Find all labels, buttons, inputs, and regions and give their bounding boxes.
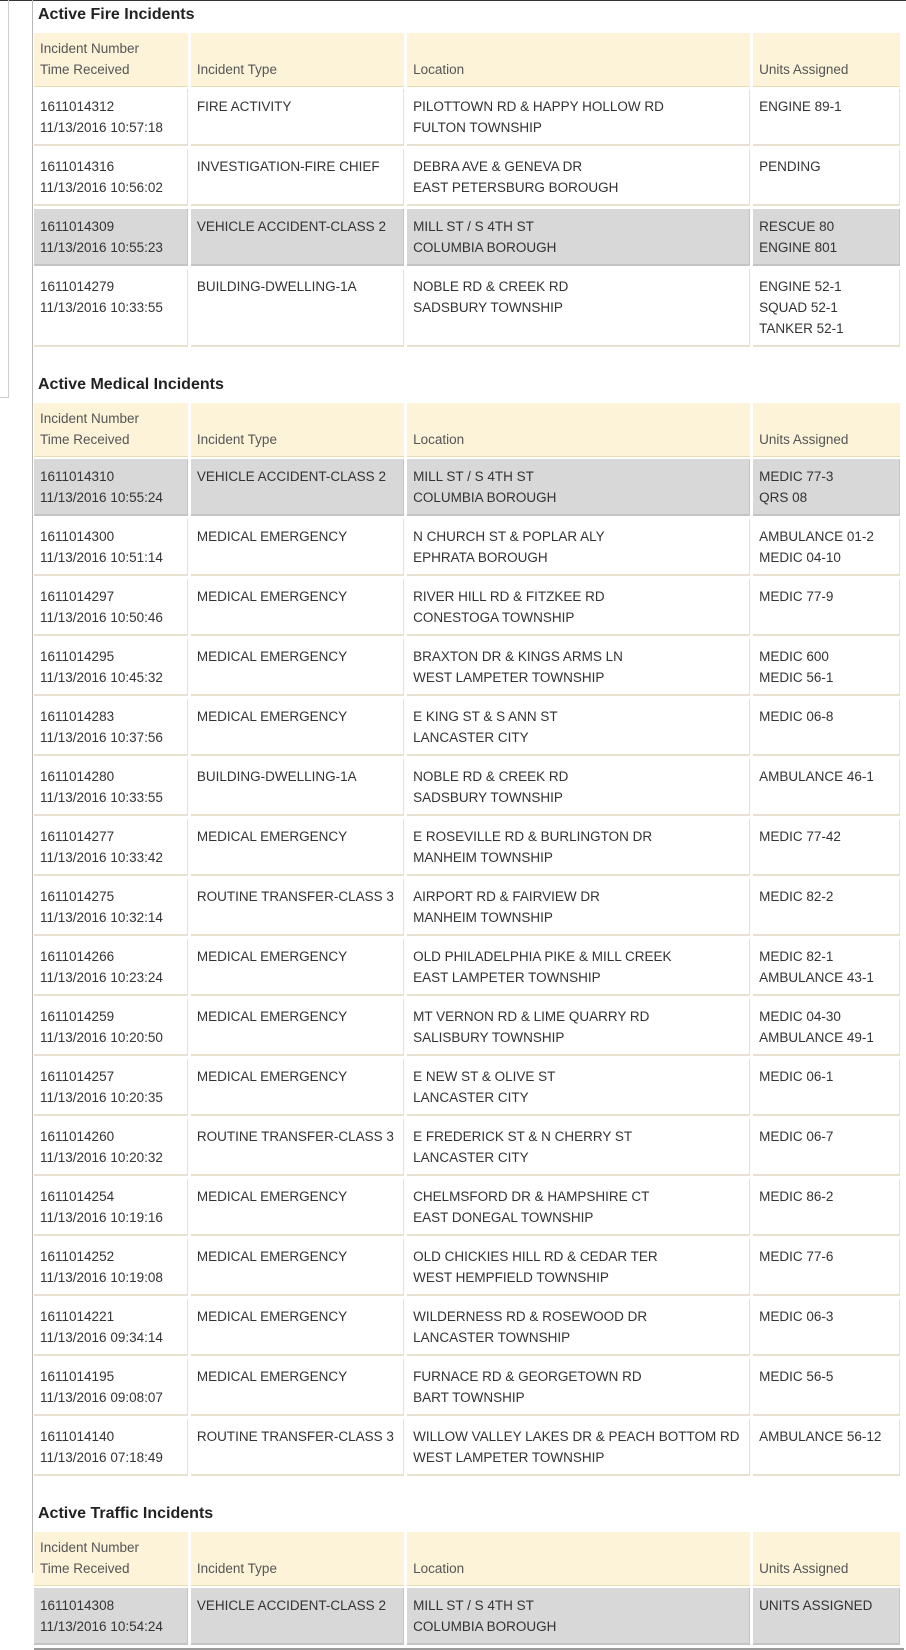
header-row: [34, 33, 900, 86]
unit-assigned: AMBULANCE 46-1: [759, 769, 874, 784]
cell-location: [407, 1119, 750, 1176]
incident-type: BUILDING-DWELLING-1A: [196, 769, 357, 784]
location-street: E NEW ST & OLIVE ST: [413, 1069, 556, 1084]
incident-row[interactable]: [34, 819, 900, 876]
incident-row[interactable]: [34, 1419, 900, 1476]
header-time-received: Time Received: [40, 432, 130, 447]
cell-location: [407, 149, 750, 206]
location-street: FURNACE RD & GEORGETOWN RD: [413, 1369, 642, 1384]
incident-type: ROUTINE TRANSFER-CLASS 3: [196, 1429, 394, 1444]
unit-assigned: AMBULANCE 43-1: [759, 970, 874, 985]
header-incident-number: Incident Number: [40, 41, 140, 56]
unit-assigned: PENDING: [759, 159, 821, 174]
header-location: Location: [413, 432, 465, 447]
cell-incident-type: [191, 1059, 404, 1116]
incident-number: 1611014195: [40, 1369, 115, 1384]
unit-assigned: ENGINE 801: [759, 240, 838, 255]
cell-incident-number: [34, 1059, 188, 1116]
location-municipality: WEST HEMPFIELD TOWNSHIP: [413, 1270, 609, 1285]
incident-row[interactable]: [34, 879, 900, 936]
cell-units-assigned: [753, 269, 900, 347]
time-received: 11/13/2016 10:19:16: [40, 1210, 163, 1225]
incidents-content: [34, 0, 906, 1650]
location-municipality: WEST LAMPETER TOWNSHIP: [413, 670, 605, 685]
header-time-received: Time Received: [40, 1561, 130, 1576]
header-location: Location: [413, 62, 465, 77]
incident-number: 1611014297: [40, 589, 115, 604]
unit-assigned: QRS 08: [759, 490, 808, 505]
cell-incident-type: [191, 1588, 404, 1645]
incident-row[interactable]: [34, 1299, 900, 1356]
cell-location: [407, 819, 750, 876]
time-received: 11/13/2016 10:33:42: [40, 850, 163, 865]
cell-location: [407, 519, 750, 576]
cell-units-assigned: [753, 639, 900, 696]
section-title: Active Traffic Incidents: [38, 1505, 214, 1522]
cell-incident-number: [34, 1239, 188, 1296]
time-received: 11/13/2016 10:32:14: [40, 910, 163, 925]
incident-number: 1611014308: [40, 1598, 115, 1613]
unit-assigned: SQUAD 52-1: [759, 300, 838, 315]
unit-assigned: MEDIC 600: [759, 649, 829, 664]
location-street: WILLOW VALLEY LAKES DR & PEACH BOTTOM RD: [413, 1429, 740, 1444]
medical-incidents-table: [31, 400, 903, 1479]
incident-number: 1611014316: [40, 159, 115, 174]
cell-incident-number: [34, 1588, 188, 1645]
time-received: 11/13/2016 10:20:50: [40, 1030, 163, 1045]
incident-number: 1611014295: [40, 649, 115, 664]
incident-number: 1611014252: [40, 1249, 115, 1264]
incident-type: MEDICAL EMERGENCY: [196, 1309, 348, 1324]
incident-row[interactable]: [34, 1059, 900, 1116]
location-municipality: SALISBURY TOWNSHIP: [413, 1030, 565, 1045]
cell-incident-type: [191, 1179, 404, 1236]
cell-incident-number: [34, 939, 188, 996]
sidebar-edge-cap: [0, 397, 9, 398]
location-street: PILOTTOWN RD & HAPPY HOLLOW RD: [413, 99, 664, 114]
unit-assigned: MEDIC 77-3: [759, 469, 834, 484]
cell-units-assigned: [753, 999, 900, 1056]
cell-incident-number: [34, 519, 188, 576]
incident-type: FIRE ACTIVITY: [196, 99, 292, 114]
cell-incident-number: [34, 149, 188, 206]
header-units-assigned: Units Assigned: [759, 1561, 849, 1576]
unit-assigned: TANKER 52-1: [759, 321, 844, 336]
incident-number: 1611014312: [40, 99, 115, 114]
traffic-incidents-table: [31, 1529, 903, 1648]
unit-assigned: ENGINE 52-1: [759, 279, 842, 294]
time-received: 11/13/2016 10:37:56: [40, 730, 163, 745]
incident-type: VEHICLE ACCIDENT-CLASS 2: [196, 219, 386, 234]
cell-units-assigned: [753, 1588, 900, 1645]
location-municipality: MANHEIM TOWNSHIP: [413, 910, 553, 925]
cell-incident-type: [191, 1119, 404, 1176]
header-incident-type: Incident Type: [196, 62, 277, 77]
incident-number: 1611014283: [40, 709, 115, 724]
incident-number: 1611014257: [40, 1069, 115, 1084]
col-header-units-assigned: [753, 33, 900, 86]
header-incident-type: Incident Type: [196, 1561, 277, 1576]
col-header-location: [407, 1532, 750, 1585]
cell-incident-type: [191, 879, 404, 936]
unit-assigned: MEDIC 04-10: [759, 550, 841, 565]
cell-location: [407, 999, 750, 1056]
unit-assigned: RESCUE 80: [759, 219, 835, 234]
location-municipality: EPHRATA BOROUGH: [413, 550, 548, 565]
incident-number: 1611014279: [40, 279, 115, 294]
cell-incident-type: [191, 459, 404, 516]
header-incident-number: Incident Number: [40, 1540, 140, 1555]
incident-number: 1611014280: [40, 769, 115, 784]
unit-assigned: MEDIC 56-1: [759, 670, 834, 685]
unit-assigned: MEDIC 82-1: [759, 949, 834, 964]
incident-number: 1611014275: [40, 889, 115, 904]
incident-number: 1611014309: [40, 219, 115, 234]
location-municipality: LANCASTER CITY: [413, 1150, 529, 1165]
cell-incident-number: [34, 699, 188, 756]
incident-row[interactable]: [34, 759, 900, 816]
cell-incident-type: [191, 149, 404, 206]
unit-assigned: MEDIC 06-3: [759, 1309, 834, 1324]
section-spacer: [34, 350, 906, 370]
unit-assigned: MEDIC 04-30: [759, 1009, 841, 1024]
cell-incident-type: [191, 999, 404, 1056]
location-street: BRAXTON DR & KINGS ARMS LN: [413, 649, 623, 664]
incident-row[interactable]: [34, 579, 900, 636]
section-title: Active Medical Incidents: [38, 376, 224, 393]
location-municipality: WEST LAMPETER TOWNSHIP: [413, 1450, 605, 1465]
time-received: 11/13/2016 10:57:18: [40, 120, 163, 135]
incident-row[interactable]: [34, 699, 900, 756]
location-street: CHELMSFORD DR & HAMPSHIRE CT: [413, 1189, 650, 1204]
header-incident-number: Incident Number: [40, 411, 140, 426]
cell-incident-number: [34, 1299, 188, 1356]
cell-units-assigned: [753, 1299, 900, 1356]
location-municipality: LANCASTER CITY: [413, 730, 529, 745]
incident-number: 1611014221: [40, 1309, 115, 1324]
incident-type: MEDICAL EMERGENCY: [196, 1189, 348, 1204]
location-street: MILL ST / S 4TH ST: [413, 1598, 534, 1613]
location-municipality: MANHEIM TOWNSHIP: [413, 850, 553, 865]
incident-number: 1611014310: [40, 469, 115, 484]
time-received: 11/13/2016 10:23:24: [40, 970, 163, 985]
cell-units-assigned: [753, 1239, 900, 1296]
incident-number: 1611014254: [40, 1189, 115, 1204]
incident-row[interactable]: [34, 1179, 900, 1236]
cell-incident-type: [191, 519, 404, 576]
unit-assigned: MEDIC 77-42: [759, 829, 841, 844]
cell-incident-number: [34, 579, 188, 636]
cell-units-assigned: [753, 1419, 900, 1476]
unit-assigned: AMBULANCE 56-12: [759, 1429, 882, 1444]
cell-incident-type: [191, 819, 404, 876]
incident-row[interactable]: [34, 1588, 900, 1645]
incident-type: INVESTIGATION-FIRE CHIEF: [196, 159, 380, 174]
cell-incident-number: [34, 89, 188, 146]
col-header-incident-type: [191, 403, 404, 456]
cell-units-assigned: [753, 459, 900, 516]
time-received: 11/13/2016 10:54:24: [40, 1619, 163, 1634]
time-received: 11/13/2016 10:33:55: [40, 790, 163, 805]
location-municipality: BART TOWNSHIP: [413, 1390, 525, 1405]
location-municipality: EAST PETERSBURG BOROUGH: [413, 180, 619, 195]
cell-location: [407, 1179, 750, 1236]
cell-units-assigned: [753, 209, 900, 266]
cell-incident-number: [34, 1419, 188, 1476]
cell-units-assigned: [753, 1179, 900, 1236]
unit-assigned: AMBULANCE 01-2: [759, 529, 874, 544]
cell-location: [407, 1299, 750, 1356]
incident-number: 1611014277: [40, 829, 115, 844]
col-header-units-assigned: [753, 1532, 900, 1585]
unit-assigned: MEDIC 06-1: [759, 1069, 834, 1084]
section-title: Active Fire Incidents: [38, 6, 195, 23]
location-municipality: FULTON TOWNSHIP: [413, 120, 542, 135]
incident-row[interactable]: [34, 1119, 900, 1176]
cell-location: [407, 1419, 750, 1476]
location-street: OLD CHICKIES HILL RD & CEDAR TER: [413, 1249, 658, 1264]
fire-incidents-section: [34, 0, 906, 370]
incident-type: MEDICAL EMERGENCY: [196, 829, 348, 844]
cell-incident-number: [34, 879, 188, 936]
location-municipality: COLUMBIA BOROUGH: [413, 490, 557, 505]
location-street: RIVER HILL RD & FITZKEE RD: [413, 589, 605, 604]
incident-type: VEHICLE ACCIDENT-CLASS 2: [196, 469, 386, 484]
time-received: 11/13/2016 09:08:07: [40, 1390, 163, 1405]
location-street: NOBLE RD & CREEK RD: [413, 769, 569, 784]
cell-incident-number: [34, 1119, 188, 1176]
cell-incident-number: [34, 759, 188, 816]
incident-row[interactable]: [34, 639, 900, 696]
col-header-location: [407, 403, 750, 456]
section-spacer: [34, 1479, 906, 1499]
unit-assigned: MEDIC 77-9: [759, 589, 834, 604]
location-street: N CHURCH ST & POPLAR ALY: [413, 529, 605, 544]
header-location: Location: [413, 1561, 465, 1576]
col-header-location: [407, 33, 750, 86]
incident-row[interactable]: [34, 89, 900, 146]
col-header-incident-number: [34, 403, 188, 456]
time-received: 11/13/2016 10:20:35: [40, 1090, 163, 1105]
incident-row[interactable]: [34, 999, 900, 1056]
sidebar-edge: [8, 0, 9, 398]
cell-incident-type: [191, 89, 404, 146]
incident-type: MEDICAL EMERGENCY: [196, 709, 348, 724]
incident-type: ROUTINE TRANSFER-CLASS 3: [196, 1129, 394, 1144]
traffic-incidents-section: [34, 1499, 906, 1650]
incident-number: 1611014260: [40, 1129, 115, 1144]
incident-row[interactable]: [34, 269, 900, 347]
location-municipality: COLUMBIA BOROUGH: [413, 240, 557, 255]
cell-location: [407, 879, 750, 936]
col-header-incident-type: [191, 1532, 404, 1585]
location-street: AIRPORT RD & FAIRVIEW DR: [413, 889, 600, 904]
location-street: E ROSEVILLE RD & BURLINGTON DR: [413, 829, 653, 844]
incident-type: MEDICAL EMERGENCY: [196, 649, 348, 664]
header-row: [34, 1532, 900, 1585]
incident-type: ROUTINE TRANSFER-CLASS 3: [196, 889, 394, 904]
time-received: 11/13/2016 10:33:55: [40, 300, 163, 315]
header-units-assigned: Units Assigned: [759, 62, 849, 77]
location-municipality: SADSBURY TOWNSHIP: [413, 790, 563, 805]
time-received: 11/13/2016 10:50:46: [40, 610, 163, 625]
cell-units-assigned: [753, 1359, 900, 1416]
cell-incident-number: [34, 639, 188, 696]
incident-type: VEHICLE ACCIDENT-CLASS 2: [196, 1598, 386, 1613]
cell-units-assigned: [753, 1059, 900, 1116]
incident-number: 1611014300: [40, 529, 115, 544]
cell-incident-number: [34, 999, 188, 1056]
cell-incident-number: [34, 1359, 188, 1416]
incident-number: 1611014140: [40, 1429, 115, 1444]
location-street: E KING ST & S ANN ST: [413, 709, 558, 724]
location-municipality: COLUMBIA BOROUGH: [413, 1619, 557, 1634]
incident-type: MEDICAL EMERGENCY: [196, 1369, 348, 1384]
cell-incident-type: [191, 1239, 404, 1296]
unit-assigned: MEDIC 06-8: [759, 709, 834, 724]
location-municipality: EAST LAMPETER TOWNSHIP: [413, 970, 601, 985]
header-units-assigned: Units Assigned: [759, 432, 849, 447]
cell-location: [407, 269, 750, 347]
cell-units-assigned: [753, 879, 900, 936]
cell-location: [407, 579, 750, 636]
cell-incident-type: [191, 639, 404, 696]
cell-incident-number: [34, 209, 188, 266]
incident-row[interactable]: [34, 1359, 900, 1416]
cell-location: [407, 1359, 750, 1416]
location-street: OLD PHILADELPHIA PIKE & MILL CREEK: [413, 949, 672, 964]
incident-row[interactable]: [34, 519, 900, 576]
cell-units-assigned: [753, 519, 900, 576]
header-incident-type: Incident Type: [196, 432, 277, 447]
incident-row[interactable]: [34, 459, 900, 516]
location-street: DEBRA AVE & GENEVA DR: [413, 159, 583, 174]
incident-row[interactable]: [34, 149, 900, 206]
cell-units-assigned: [753, 149, 900, 206]
cell-units-assigned: [753, 939, 900, 996]
location-street: MILL ST / S 4TH ST: [413, 219, 534, 234]
col-header-units-assigned: [753, 403, 900, 456]
header-row: [34, 403, 900, 456]
cell-incident-type: [191, 209, 404, 266]
location-municipality: EAST DONEGAL TOWNSHIP: [413, 1210, 594, 1225]
unit-assigned: MEDIC 56-5: [759, 1369, 834, 1384]
medical-incidents-section: [34, 370, 906, 1499]
cell-incident-number: [34, 1179, 188, 1236]
cell-incident-number: [34, 459, 188, 516]
incident-row[interactable]: [34, 939, 900, 996]
col-header-incident-type: [191, 33, 404, 86]
cell-units-assigned: [753, 699, 900, 756]
location-street: MILL ST / S 4TH ST: [413, 469, 534, 484]
location-municipality: LANCASTER TOWNSHIP: [413, 1330, 571, 1345]
incident-row[interactable]: [34, 1239, 900, 1296]
time-received: 11/13/2016 10:55:23: [40, 240, 163, 255]
col-header-incident-number: [34, 33, 188, 86]
unit-assigned: AMBULANCE 49-1: [759, 1030, 874, 1045]
cell-units-assigned: [753, 819, 900, 876]
time-received: 11/13/2016 10:19:08: [40, 1270, 163, 1285]
col-header-incident-number: [34, 1532, 188, 1585]
cell-location: [407, 699, 750, 756]
incident-type: MEDICAL EMERGENCY: [196, 949, 348, 964]
time-received: 11/13/2016 09:34:14: [40, 1330, 163, 1345]
cell-units-assigned: [753, 579, 900, 636]
location-municipality: LANCASTER CITY: [413, 1090, 529, 1105]
unit-assigned: MEDIC 86-2: [759, 1189, 834, 1204]
incident-type: MEDICAL EMERGENCY: [196, 529, 348, 544]
time-received: 11/13/2016 10:45:32: [40, 670, 163, 685]
cell-incident-type: [191, 759, 404, 816]
incident-number: 1611014259: [40, 1009, 115, 1024]
unit-assigned: MEDIC 77-6: [759, 1249, 834, 1264]
cell-incident-type: [191, 939, 404, 996]
cell-units-assigned: [753, 759, 900, 816]
cell-location: [407, 1059, 750, 1116]
incident-row[interactable]: [34, 209, 900, 266]
cell-incident-type: [191, 269, 404, 347]
fire-incidents-table: [31, 30, 903, 350]
time-received: 11/13/2016 10:55:24: [40, 490, 163, 505]
incident-type: MEDICAL EMERGENCY: [196, 1249, 348, 1264]
cell-location: [407, 939, 750, 996]
header-time-received: Time Received: [40, 62, 130, 77]
location-street: MT VERNON RD & LIME QUARRY RD: [413, 1009, 650, 1024]
cell-incident-type: [191, 1299, 404, 1356]
cell-location: [407, 1239, 750, 1296]
cell-incident-type: [191, 579, 404, 636]
unit-assigned: MEDIC 06-7: [759, 1129, 834, 1144]
incident-type: BUILDING-DWELLING-1A: [196, 279, 357, 294]
time-received: 11/13/2016 10:51:14: [40, 550, 163, 565]
unit-assigned: UNITS ASSIGNED: [759, 1598, 873, 1613]
incident-type: MEDICAL EMERGENCY: [196, 1009, 348, 1024]
incident-number: 1611014266: [40, 949, 115, 964]
location-street: WILDERNESS RD & ROSEWOOD DR: [413, 1309, 648, 1324]
cell-location: [407, 759, 750, 816]
location-municipality: SADSBURY TOWNSHIP: [413, 300, 563, 315]
cell-location: [407, 89, 750, 146]
cell-incident-type: [191, 699, 404, 756]
time-received: 11/13/2016 10:56:02: [40, 180, 163, 195]
cell-incident-number: [34, 269, 188, 347]
unit-assigned: MEDIC 82-2: [759, 889, 834, 904]
location-street: E FREDERICK ST & N CHERRY ST: [413, 1129, 633, 1144]
location-municipality: CONESTOGA TOWNSHIP: [413, 610, 575, 625]
unit-assigned: ENGINE 89-1: [759, 99, 842, 114]
time-received: 11/13/2016 10:20:32: [40, 1150, 163, 1165]
cell-location: [407, 1588, 750, 1645]
cell-location: [407, 639, 750, 696]
location-street: NOBLE RD & CREEK RD: [413, 279, 569, 294]
cell-location: [407, 209, 750, 266]
cell-incident-type: [191, 1419, 404, 1476]
cell-units-assigned: [753, 89, 900, 146]
cell-units-assigned: [753, 1119, 900, 1176]
incident-type: MEDICAL EMERGENCY: [196, 589, 348, 604]
cell-incident-type: [191, 1359, 404, 1416]
incident-type: MEDICAL EMERGENCY: [196, 1069, 348, 1084]
time-received: 11/13/2016 07:18:49: [40, 1450, 163, 1465]
cell-location: [407, 459, 750, 516]
cell-incident-number: [34, 819, 188, 876]
